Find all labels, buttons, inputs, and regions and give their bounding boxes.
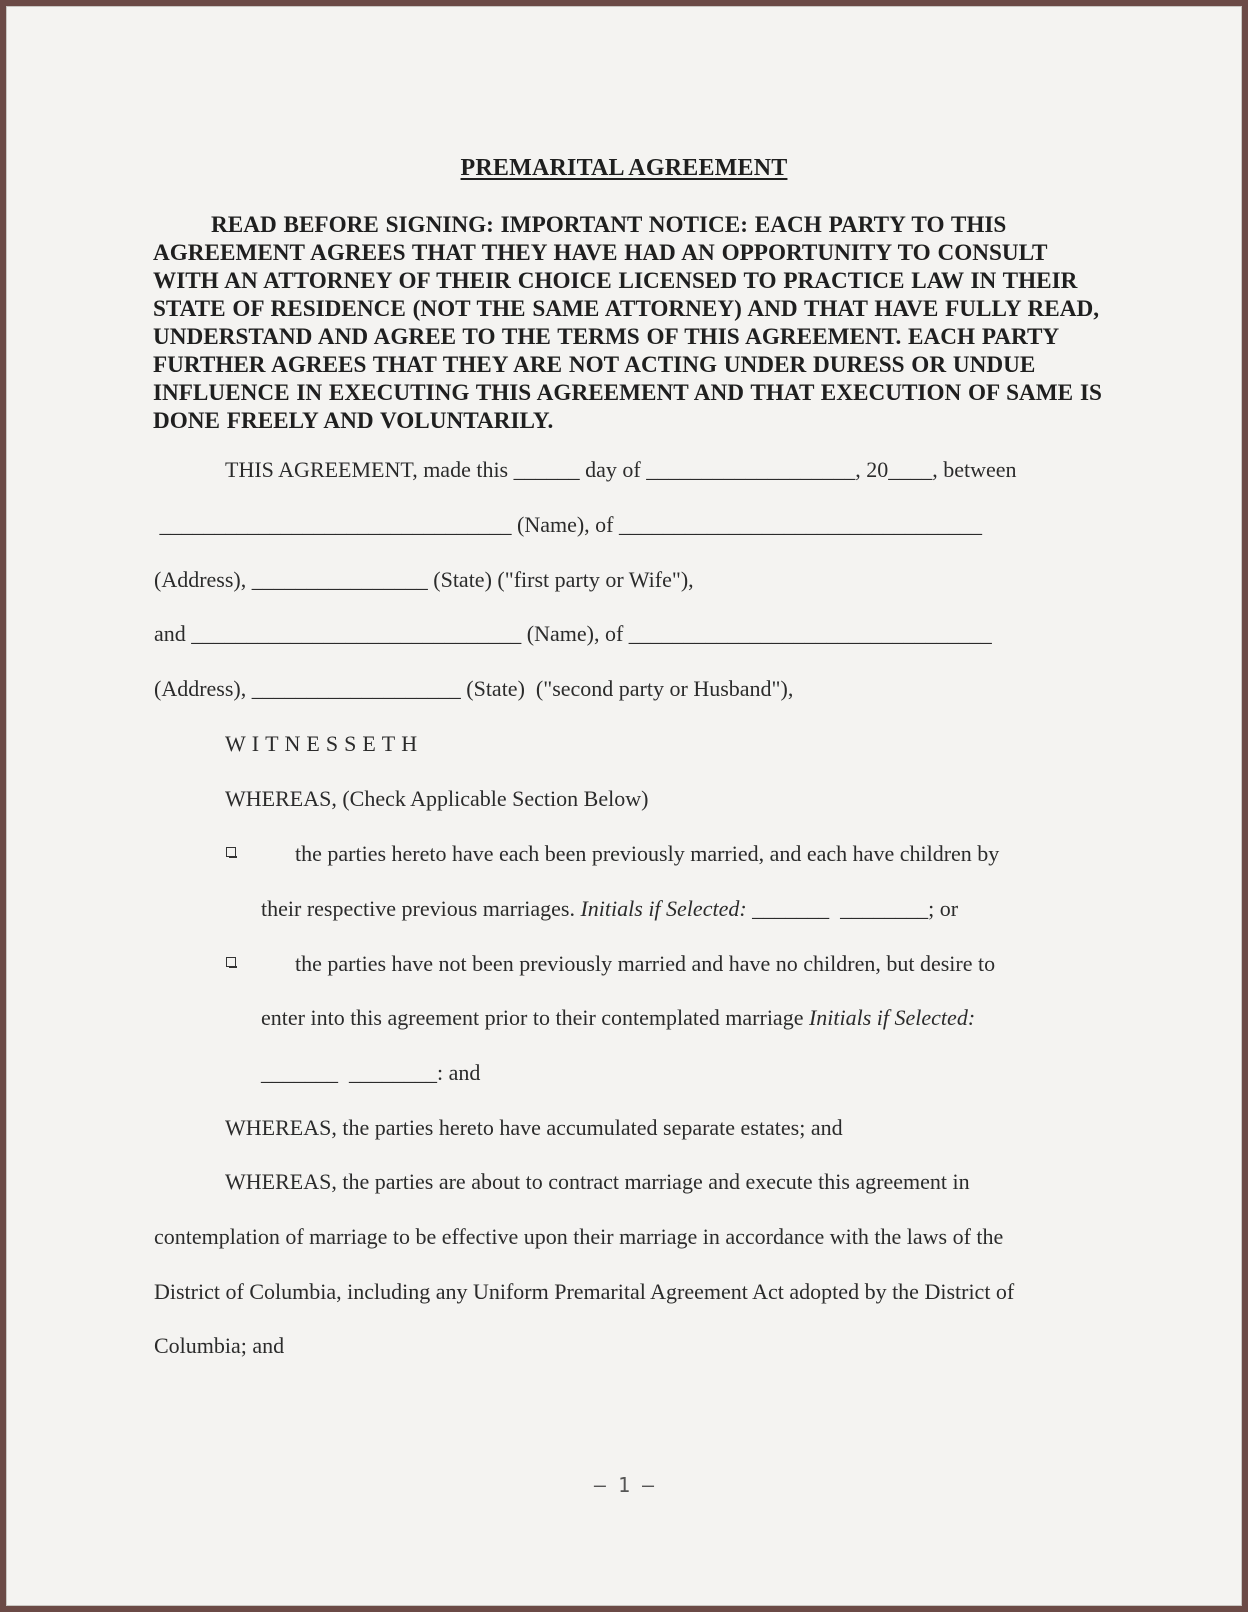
agreement-date-line: THIS AGREEMENT, made this ______ day of ___________________, 20____, between [225, 457, 1017, 482]
contemplation-line: contemplation of marriage to be effective upon their marriage in accordance with the laws of the [154, 1224, 1004, 1249]
option-previously-married: the parties hereto have each been previously married, and each have children by [295, 841, 1000, 866]
first-party-name-line: ________________________________ (Name), of _________________________________ [154, 512, 983, 537]
document-title: PREMARITAL AGREEMENT [460, 155, 788, 181]
option-not-previously-married-cont: enter into this agreement prior to their contemplated marriage Initials if Selected: [261, 1005, 976, 1030]
previously-married-checkbox[interactable] [226, 847, 236, 857]
second-party-name-line: and ______________________________ (Name), of _________________________________ [154, 621, 992, 646]
option-not-previously-married-initials: _______ ________: and [261, 1060, 481, 1085]
whereas-contract-marriage: WHEREAS, the parties are about to contract marriage and execute this agreement in [225, 1169, 970, 1194]
option-previously-married-initials: their respective previous marriages. Initials if Selected: _______ ________; or [261, 896, 959, 921]
witnesseth-heading: WITNESSETH [225, 731, 424, 756]
page-number: – 1 – [593, 1473, 655, 1497]
second-party-address-line: (Address), ___________________ (State) ("second party or Husband"), [154, 676, 794, 701]
columbia-line: Columbia; and [154, 1333, 285, 1358]
document-page [7, 7, 1241, 1605]
document-frame [6, 6, 1242, 1606]
district-line: District of Columbia, including any Uniform Premarital Agreement Act adopted by the District of [154, 1279, 1015, 1304]
important-notice: READ BEFORE SIGNING: IMPORTANT NOTICE: EACH PARTY TO THIS AGREEMENT AGREES THAT THEY HAVE HAD AN OPPORTUNITY TO CONSULT WITH AN ATTORNEY OF THEIR CHOICE LICENSED TO PRACTICE LAW IN THEIR STATE OF RESIDENCE (NOT THE SAME ATTORNEY) AND THAT HAVE FULLY READ, UNDERSTAND AND AGREE TO THE TERMS OF THIS AGREEMENT. EACH PARTY FURTHER AGREES THAT THEY ARE NOT ACTING UNDER DURESS OR UNDUE INFLUENCE IN EXECUTING THIS AGREEMENT AND THAT EXECUTION OF SAME IS DONE FREELY AND VOLUNTARILY. [153, 212, 1102, 434]
not-previously-married-checkbox[interactable] [226, 957, 236, 967]
whereas-separate-estates: WHEREAS, the parties hereto have accumulated separate estates; and [225, 1115, 843, 1140]
option-not-previously-married: the parties have not been previously married and have no children, but desire to [295, 951, 996, 976]
whereas-check-line: WHEREAS, (Check Applicable Section Below) [225, 786, 649, 811]
first-party-address-line: (Address), ________________ (State) ("first party or Wife"), [154, 567, 694, 592]
